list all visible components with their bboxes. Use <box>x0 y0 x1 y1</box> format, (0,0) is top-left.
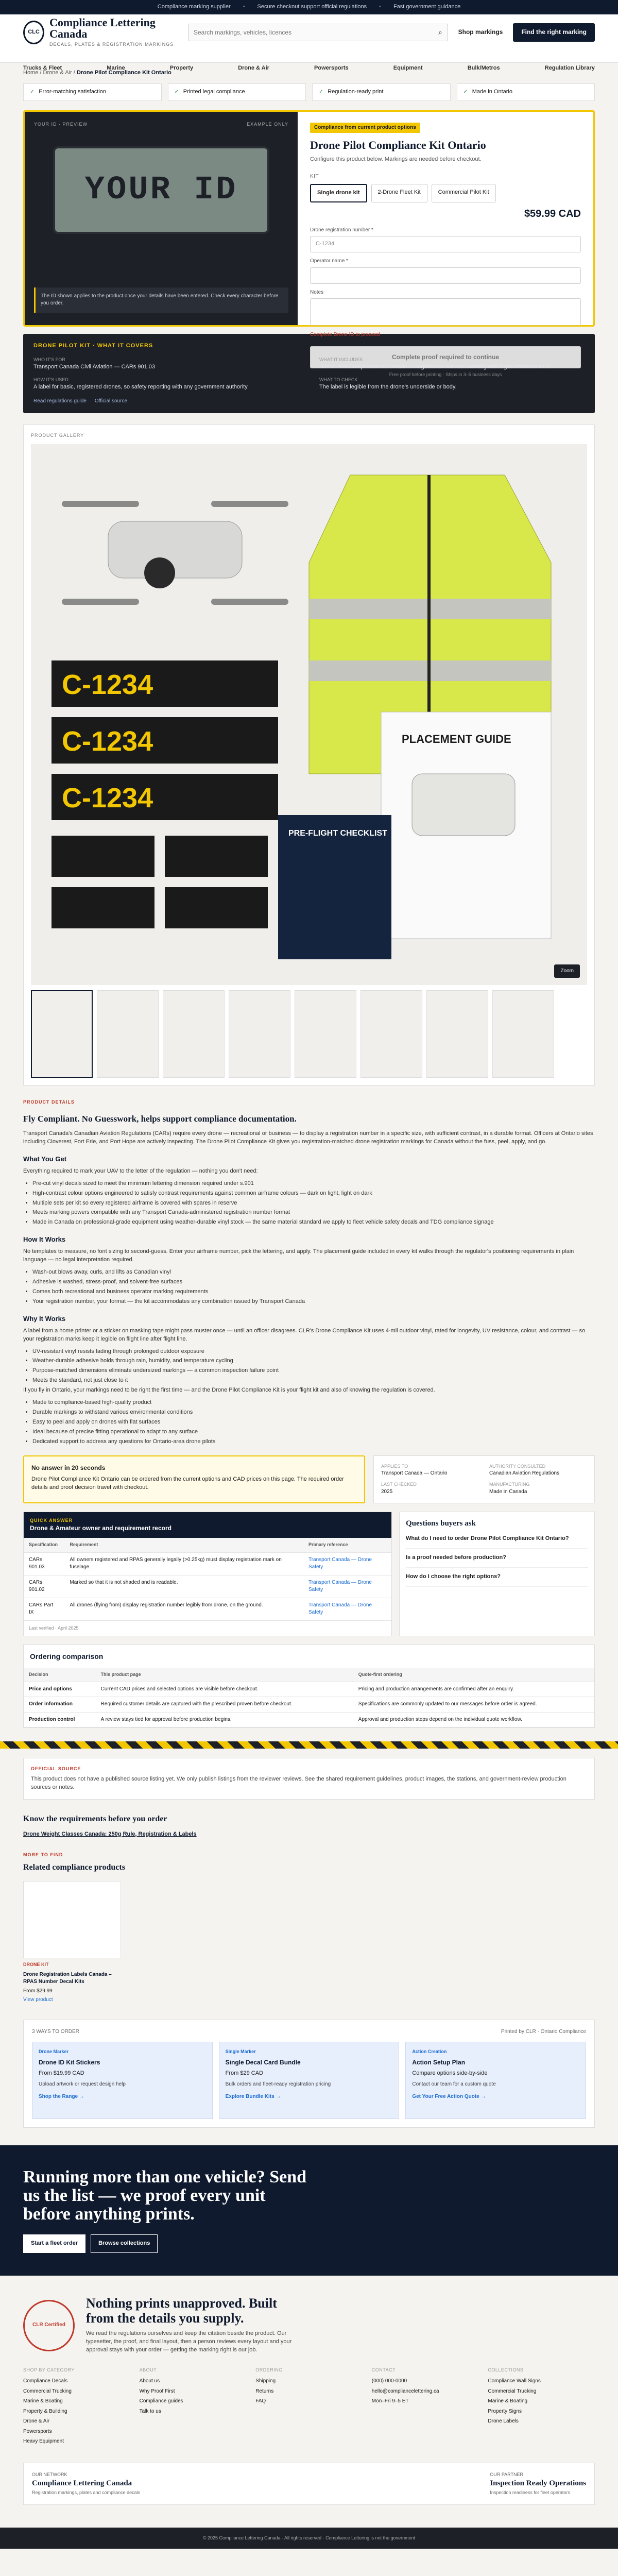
footer-link[interactable]: Compliance guides <box>139 2398 183 2404</box>
breadcrumb: Home / Drone & Air / Drone Pilot Compliance Kit Ontario <box>23 70 171 76</box>
column-header: Specification <box>24 1538 64 1552</box>
brand-name: Compliance Lettering Canada <box>49 15 156 40</box>
copyright-bar: © 2025 Compliance Lettering Canada · All rights reserved · Compliance Lettering is not the government <box>0 2528 618 2549</box>
requirement-item <box>33 377 299 392</box>
related-title: Related compliance products <box>23 1863 125 1872</box>
footer-link[interactable]: Commercial Trucking <box>488 2388 537 2394</box>
table-cell: Specifications are commonly updated to our messages before order is agreed. <box>353 1697 594 1713</box>
product-description <box>23 1099 595 1446</box>
footer-link[interactable]: About us <box>139 2378 160 2384</box>
main-product-image[interactable] <box>31 444 587 985</box>
subheading: How It Works <box>23 1235 66 1244</box>
product-price: From $29.99 <box>23 1988 53 1994</box>
fact-value: 2025 <box>381 1488 393 1495</box>
spec-title: Drone & Amateur owner and requirement record <box>30 1524 171 1532</box>
trust-item <box>457 83 595 101</box>
trust-strip <box>23 83 595 101</box>
subheading: Why It Works <box>23 1314 66 1323</box>
brand-logo[interactable] <box>23 17 178 48</box>
footer-heading: Nothing prints unapproved. Built from the details you supply. <box>86 2296 277 2326</box>
kit-options <box>310 184 581 202</box>
feature-list <box>32 1348 595 1385</box>
card-link[interactable]: Shop the Range → <box>39 2094 84 2100</box>
quick-answer-text: Drone Pilot Compliance Kit Ontario can be ordered from the current options and CAD prices on this page. The required order details and proof decision travel with checkout. <box>31 1476 344 1491</box>
card-desc: Bulk orders and fleet-ready registration pricing <box>225 2081 331 2087</box>
list-item: • Multiple sets per kit so every registered airframe is covered with spares in reserve <box>32 1199 595 1208</box>
thumbnail[interactable] <box>229 990 290 1078</box>
topbar-item: Secure checkout support official regulations <box>257 4 367 10</box>
footer-text: We read the regulations ourselves and keep the citation beside the product. Our typesetter, the proof, and final layout, then a person reviews every layout and your approval stays with your order — getting the marking right is our job. <box>86 2330 292 2353</box>
trust-item <box>23 83 162 101</box>
compliance-badge: Compliance from current product options <box>310 123 420 133</box>
table-cell: All owners registered and RPAS generally legally (>0.25kg) must display registration mark on fuselage. <box>64 1552 303 1575</box>
nav-item[interactable]: Equipment <box>393 65 423 72</box>
requirement-item <box>33 357 299 371</box>
lower-content <box>23 1758 595 2128</box>
check-icon: ✓ <box>174 88 179 95</box>
list-item: • Wash-out blows away, curls, and lifts as Canadian vinyl <box>32 1268 595 1277</box>
product-card[interactable] <box>23 1881 121 2004</box>
partner-tag: OUR NETWORK <box>32 2471 67 2477</box>
table-row <box>24 1712 594 1727</box>
operator-name-field[interactable] <box>310 267 581 284</box>
logo-mark-icon: CLC <box>23 21 44 44</box>
spec-footer: Last verified · April 2025 <box>29 1625 79 1631</box>
feature-list <box>32 1268 595 1306</box>
reference-link[interactable]: Transport Canada — Drone Safety <box>303 1598 391 1620</box>
list-item: • Durable markings to withstand various environmental conditions <box>32 1409 595 1417</box>
placement-guide-card <box>381 712 551 939</box>
preview-note: The ID shown applies to the product once your details have been entered. Check every character before you order. <box>34 287 288 313</box>
nav-item[interactable]: Bulk/Metros <box>467 65 500 72</box>
faq-question[interactable]: How do I choose the right options? <box>406 1568 588 1587</box>
registration-decals <box>52 660 278 928</box>
svg-text:PLACEMENT GUIDE: PLACEMENT GUIDE <box>402 733 511 746</box>
footer-link[interactable]: Marine & Boating <box>488 2398 528 2404</box>
option-label: KIT <box>310 174 319 180</box>
product-subtitle: Configure this product below. Markings are needed before checkout. <box>310 156 482 163</box>
requirement-key: HOW IT'S USED <box>33 377 68 382</box>
requirement-item <box>319 377 585 392</box>
ordering-comparison <box>23 1645 595 1728</box>
table-cell: All drones (flying from) display registration number legibly from drone, on the ground. <box>64 1598 303 1620</box>
footer-column <box>255 2367 363 2448</box>
related-products <box>23 1852 595 2004</box>
footer-column <box>140 2367 247 2448</box>
fact-key: MANUFACTURING <box>489 1482 530 1487</box>
footer-column-heading: COLLECTIONS <box>488 2367 524 2373</box>
order-path-card[interactable] <box>405 2042 586 2119</box>
column-header: Primary reference <box>303 1538 391 1552</box>
footer-column-heading: SHOP BY CATEGORY <box>23 2367 75 2373</box>
footer-column-heading: ORDERING <box>255 2367 283 2373</box>
fleet-cta-banner <box>0 2145 618 2276</box>
order-path-card[interactable] <box>219 2042 400 2119</box>
card-title: Single Decal Card Bundle <box>225 2059 301 2066</box>
list-item: • Made to compliance-based high-quality product <box>32 1399 595 1407</box>
spec-table <box>23 1512 392 1636</box>
faq-question[interactable]: Is a proof needed before production? <box>406 1549 588 1568</box>
feature-list <box>32 1399 595 1446</box>
fact-item <box>381 1481 479 1496</box>
site-footer <box>23 2276 595 2515</box>
list-item: • Ideal because of precise fitting operational to adapt to any surface <box>32 1428 595 1436</box>
regulations-guide-link[interactable]: Read regulations guide <box>33 398 87 404</box>
requirement-value: Transport Canada Civil Aviation — CARs 901.03 <box>33 363 156 370</box>
footer-column <box>488 2367 595 2448</box>
check-icon: ✓ <box>30 88 35 95</box>
fact-item <box>489 1481 587 1496</box>
search-icon[interactable]: ⌕ <box>438 28 442 36</box>
requirement-key: WHO IT'S FOR <box>33 357 65 362</box>
list-item: • Dedicated support to address any questions for Ontario-area drone pilots <box>32 1438 595 1446</box>
card-link[interactable]: Explore Bundle Kits → <box>225 2094 281 2100</box>
list-item: • Weather-durable adhesive holds through rain, humidity, and temperature cycling <box>32 1357 595 1365</box>
check-icon: ✓ <box>463 88 468 95</box>
trust-label: Printed legal compliance <box>183 88 245 95</box>
thumbnail[interactable] <box>360 990 422 1078</box>
description-heading: Fly Compliant. No Guesswork, helps support compliance documentation. <box>23 1114 297 1124</box>
column-header: Requirement <box>64 1538 303 1552</box>
footer-link[interactable]: Powersports <box>23 2428 52 2434</box>
search-input[interactable] <box>194 29 438 36</box>
card-price: Compare options side-by-side <box>412 2070 488 2076</box>
fact-value: Canadian Aviation Regulations <box>489 1470 560 1476</box>
faq-panel <box>399 1512 595 1636</box>
footer-link[interactable]: Property Signs <box>488 2408 522 2414</box>
thumbnail[interactable] <box>31 990 93 1078</box>
card-kicker: Single Marker <box>225 2049 256 2055</box>
know-requirements <box>23 1813 595 1838</box>
nav-item[interactable]: Drone & Air <box>238 65 269 72</box>
quick-answer-title: No answer in 20 seconds <box>31 1464 106 1471</box>
shop-markings-link[interactable]: Shop markings <box>458 28 503 36</box>
table-cell: Marked so that it is not shaded and is readable. <box>64 1575 303 1598</box>
notice-text: This product does not have a published source listing yet. We only publish listings from the reviewer reviews. See the shared requirement guidelines, product images, the stations, and government-review production sources or notes. <box>31 1776 566 1791</box>
trust-item <box>312 83 451 101</box>
topbar-item: Compliance marking supplier <box>157 4 231 10</box>
site-header <box>0 14 618 72</box>
top-bar: Compliance marking supplier • Secure checkout support official regulations • Fast government guidance <box>0 0 618 14</box>
table-cell: A review stays tied for approval before production begins. <box>96 1712 353 1727</box>
table-row <box>24 1575 391 1598</box>
view-product-link[interactable]: View product <box>23 1997 53 2003</box>
list-item: • Pre-cut vinyl decals sized to meet the minimum lettering dimension required under s.901 <box>32 1180 595 1188</box>
list-item: • Easy to peel and apply on drones with flat surfaces <box>32 1418 595 1427</box>
footer-link[interactable]: Property & Building <box>23 2408 67 2414</box>
search-bar <box>188 24 448 41</box>
table-cell: Production control <box>24 1712 96 1727</box>
breadcrumb-category[interactable]: Drone & Air <box>43 70 72 76</box>
card-desc: Contact our team for a custom quote <box>412 2081 496 2087</box>
list-item: • Comes both recreational and business operator marking requirements <box>32 1288 595 1296</box>
facts-box <box>373 1455 595 1503</box>
thumbnail[interactable] <box>163 990 225 1078</box>
thumbnail[interactable] <box>492 990 554 1078</box>
preflight-checklist-card <box>278 815 391 959</box>
reference-link[interactable]: Transport Canada — Drone Safety <box>303 1552 391 1575</box>
footer-column-heading: CONTACT <box>371 2367 396 2373</box>
nav-item[interactable]: Trucks & Fleet <box>23 65 62 72</box>
section-tag: 3 WAYS TO ORDER <box>32 2028 79 2035</box>
footer-link[interactable]: Why Proof First <box>139 2388 175 2394</box>
requirement-key: WHAT TO CHECK <box>319 377 358 382</box>
product-gallery <box>23 425 595 1086</box>
card-desc: Upload artwork or request design help <box>39 2081 126 2087</box>
footer-link[interactable]: Compliance Decals <box>23 2378 68 2384</box>
check-icon: ✓ <box>319 88 324 95</box>
drone-kit-photo <box>31 444 587 985</box>
footer-link[interactable]: Talk to us <box>139 2408 161 2414</box>
card-price: From $19.99 CAD <box>39 2070 84 2076</box>
field-label: Drone registration number * <box>310 227 373 233</box>
column-header: This product page <box>96 1668 353 1682</box>
fact-key: LAST CHECKED <box>381 1482 417 1487</box>
fleet-heading: Running more than one vehicle? Send us the list — we proof every unit before anything prints. <box>23 2167 307 2224</box>
field-label: Operator name * <box>310 258 348 264</box>
fact-item <box>489 1463 587 1478</box>
footer-link[interactable]: Drone Labels <box>488 2418 519 2425</box>
topbar-item: Fast government guidance <box>393 4 461 10</box>
breadcrumb-home[interactable]: Home <box>23 70 39 76</box>
nav-item[interactable]: Powersports <box>314 65 349 72</box>
footer-link[interactable]: (000) 000-0000 <box>371 2378 407 2384</box>
quick-answer-section <box>23 1455 595 1503</box>
footer-column <box>23 2367 130 2448</box>
table-cell: Price and options <box>24 1682 96 1697</box>
quick-answer-box <box>23 1455 365 1503</box>
trust-label: Error-matching satisfaction <box>39 88 107 95</box>
order-paths-note: Printed by CLR · Ontario Compliance <box>501 2028 586 2035</box>
list-item: • Your registration number, your format — the kit accommodates any combination issued by Transport Canada <box>32 1298 595 1306</box>
requirement-value: Drone Pilot Compliance Kit Ontario — registration number marking with flight reference card. <box>319 363 552 370</box>
kit-option-single[interactable]: Single drone kit <box>310 184 367 202</box>
thumbnail-strip <box>31 990 587 1078</box>
footer-text-item: Mon–Fri 9–5 ET <box>371 2398 409 2404</box>
thumbnail[interactable] <box>426 990 488 1078</box>
footer-column-heading: ABOUT <box>139 2367 157 2373</box>
table-row <box>24 1697 594 1713</box>
trust-label: Regulation-ready print <box>328 88 384 95</box>
trust-item <box>168 83 306 101</box>
fact-value: Transport Canada — Ontario <box>381 1470 448 1476</box>
svg-text:C-1234: C-1234 <box>62 783 153 814</box>
requirement-value: A label for basic, registered drones, so safety reporting with any government authority. <box>33 383 249 390</box>
comparison-title: Ordering comparison <box>30 1652 104 1660</box>
description-paragraph: Everything required to mark your UAV to the letter of the regulation — nothing you don't need: <box>23 1167 258 1174</box>
cta-note: Free proof before printing · Ships in 3–5 business days <box>389 372 502 378</box>
footer-link[interactable]: Shipping <box>255 2378 276 2384</box>
table-cell: Approval and production steps depend on the individual quote workflow. <box>353 1712 594 1727</box>
product-price: $59.99 CAD <box>524 208 581 219</box>
table-cell: CARs 901.03 <box>24 1552 64 1575</box>
table-cell: CARs Part IX <box>24 1598 64 1620</box>
id-preview-panel <box>25 112 298 325</box>
svg-text:C-1234: C-1234 <box>62 726 153 757</box>
nav-item[interactable]: Property <box>169 65 194 72</box>
network-brand[interactable] <box>32 2471 140 2496</box>
id-plate-preview: YOUR ID <box>53 146 269 234</box>
continue-button[interactable]: Complete proof required to continue <box>310 346 581 368</box>
registration-number-field[interactable]: C-1234 <box>310 236 581 252</box>
official-source-link[interactable]: Official source <box>94 398 128 404</box>
card-link[interactable]: Get Your Free Action Quote → <box>412 2094 486 2100</box>
subheading: What You Get <box>23 1155 67 1163</box>
product-title: Drone Registration Labels Canada – RPAS Number Decal Kits <box>23 1971 112 1985</box>
footer-column <box>372 2367 479 2448</box>
column-header: Quote-first ordering <box>353 1668 594 1682</box>
table-row <box>24 1552 391 1575</box>
partner-brand[interactable] <box>490 2471 586 2496</box>
field-label: Notes <box>310 289 324 295</box>
section-tag: PRODUCT DETAILS <box>23 1099 75 1105</box>
order-paths <box>23 2020 595 2128</box>
list-item: • Adhesive is washed, stress-proof, and solvent-free surfaces <box>32 1278 595 1286</box>
product-title: Drone Pilot Compliance Kit Ontario <box>310 139 486 152</box>
requirement-key: WHAT IT INCLUDES <box>319 357 363 362</box>
footer-link[interactable]: Heavy Equipment <box>23 2438 64 2445</box>
fact-key: AUTHORITY CONSULTED <box>489 1463 546 1469</box>
feature-list <box>32 1180 595 1227</box>
list-item: • Made in Canada on professional-grade equipment using weather-durable vinyl stock — the same material standard we apply to fleet vehicle safety decals and TDG compliance signage <box>32 1218 595 1227</box>
card-price: From $29 CAD <box>225 2070 264 2076</box>
footer-link[interactable]: Compliance Wall Signs <box>488 2378 541 2384</box>
table-cell: Pricing and production arrangements are confirmed after an enquiry. <box>353 1682 594 1697</box>
partner-subtitle: Registration markings, plates and compliance decals <box>32 2489 141 2495</box>
requirement-item <box>319 357 585 371</box>
list-item: • Purpose-matched dimensions eliminate undersized markings — a common inspection failure point <box>32 1367 595 1375</box>
description-paragraph: No templates to measure, no font sizing to second-guess. Enter your airframe number, pick the lettering, and apply. The placement guide included in every kit walks through the regulator's positioning requirements in plain language — no legal interpretation required. <box>23 1248 574 1263</box>
preview-example-tag: EXAMPLE ONLY <box>247 121 288 127</box>
list-item: • UV-resistant vinyl resists fading through prolonged outdoor exposure <box>32 1348 595 1356</box>
fact-value: Made in Canada <box>489 1488 527 1495</box>
list-item: • Meets the standard, not just close to it <box>32 1377 595 1385</box>
list-item: • Meets marking powers compatible with any Transport Canada-administered registration number format <box>32 1209 595 1217</box>
product-image <box>23 1881 121 1958</box>
hazard-stripe-divider <box>0 1741 618 1749</box>
start-fleet-order-button[interactable]: Start a fleet order <box>23 2234 85 2253</box>
card-kicker: Drone Marker <box>39 2049 69 2055</box>
card-kicker: Action Creation <box>412 2049 447 2055</box>
notes-field[interactable] <box>310 298 581 326</box>
partner-name: Compliance Lettering Canada <box>32 2479 132 2487</box>
order-path-card[interactable] <box>32 2042 213 2119</box>
faq-question[interactable]: What do I need to order Drone Pilot Compliance Kit Ontario? <box>406 1530 588 1549</box>
footer-columns <box>23 2367 595 2448</box>
fact-item <box>381 1463 479 1478</box>
footer-link[interactable]: hello@compliancelettering.ca <box>371 2388 439 2394</box>
partner-name: Inspection Ready Operations <box>490 2479 586 2487</box>
description-paragraph: A label from a home printer or a sticker on masking tape might pass muster once — until an officer disagrees. CLR's Drone Compliance Kit uses 4-mil outdoor vinyl, rated for longevity, UV resistance, colour, and contrast — so your registration marks keep it legible on flight line after flight line. <box>23 1327 586 1342</box>
main-content <box>23 63 595 1728</box>
official-source-notice <box>23 1758 595 1800</box>
certified-seal-icon: CLR Certified <box>23 2300 75 2351</box>
partner-tag: OUR PARTNER <box>490 2471 523 2477</box>
nav-item[interactable]: Regulation Library <box>544 65 595 72</box>
kit-option-commercial[interactable]: Commercial Pilot Kit <box>432 184 496 202</box>
section-tag: MORE TO FIND <box>23 1852 63 1858</box>
spec-and-faq <box>23 1512 595 1636</box>
list-item: • High-contrast colour options engineered to satisfy contrast requirements against common airframe colours — dark on light, light on dark <box>32 1190 595 1198</box>
table-cell: Current CAD prices and selected options are visible before checkout. <box>96 1682 353 1697</box>
fact-key: APPLIES TO <box>381 1463 408 1469</box>
column-header: Decision <box>24 1668 96 1682</box>
faq-title: Questions buyers ask <box>406 1519 476 1528</box>
gallery-tag: PRODUCT GALLERY <box>31 433 84 438</box>
requirement-value: The label is legible from the drone's underside or body. <box>319 383 457 390</box>
footer-link[interactable]: Drone & Air <box>23 2418 50 2425</box>
validation-warning: Complete Drone ID to proceed <box>310 332 380 338</box>
footer-link[interactable]: Returns <box>255 2388 274 2394</box>
footer-link[interactable]: Marine & Boating <box>23 2398 63 2404</box>
kit-option-fleet[interactable]: 2-Drone Fleet Kit <box>371 184 427 202</box>
table-row <box>24 1682 594 1697</box>
svg-text:C-1234: C-1234 <box>62 669 153 701</box>
requirements-heading: DRONE PILOT KIT · WHAT IT COVERS <box>33 342 153 349</box>
guide-link[interactable]: Drone Weight Classes Canada: 250g Rule, Registration & Labels <box>23 1831 197 1837</box>
breadcrumb-current: Drone Pilot Compliance Kit Ontario <box>76 70 171 76</box>
find-marking-button[interactable]: Find the right marking <box>513 23 595 41</box>
browse-collections-button[interactable]: Browse collections <box>91 2234 158 2253</box>
trust-label: Made in Ontario <box>472 88 512 95</box>
card-title: Drone ID Kit Stickers <box>39 2059 100 2066</box>
table-cell: Order information <box>24 1697 96 1713</box>
product-badge: DRONE KIT <box>23 1961 49 1967</box>
section-tag: OFFICIAL SOURCE <box>31 1766 81 1772</box>
table-cell: CARs 901.02 <box>24 1575 64 1598</box>
description-paragraph: If you fly in Ontario, your markings need to be right the first time — and the Drone Pilot Compliance Kit is your flight kit and also of knowing the regulation is covered. <box>23 1387 435 1394</box>
footer-link[interactable]: Commercial Trucking <box>23 2388 72 2394</box>
preview-tag: YOUR ID · PREVIEW <box>34 121 88 127</box>
partner-strip <box>23 2463 595 2505</box>
footer-link[interactable]: FAQ <box>255 2398 266 2404</box>
know-title: Know the requirements before you order <box>23 1815 167 1824</box>
thumbnail[interactable] <box>97 990 159 1078</box>
spec-kicker: QUICK ANSWER <box>30 1518 73 1523</box>
reference-link[interactable]: Transport Canada — Drone Safety <box>303 1575 391 1598</box>
svg-text:PRE-FLIGHT CHECKLIST: PRE-FLIGHT CHECKLIST <box>288 829 387 838</box>
card-title: Action Setup Plan <box>412 2059 466 2066</box>
nav-item[interactable]: Marine <box>107 65 125 72</box>
zoom-button[interactable]: Zoom <box>554 964 580 978</box>
table-row <box>24 1598 391 1620</box>
brand-tagline: DECALS, PLATES & REGISTRATION MARKINGS <box>49 41 174 47</box>
thumbnail[interactable] <box>295 990 356 1078</box>
table-cell: Required customer details are captured with the prescribed proven before checkout. <box>96 1697 353 1713</box>
partner-subtitle: Inspection readiness for fleet operators <box>490 2489 570 2495</box>
description-paragraph: Transport Canada's Canadian Aviation Regulations (CARs) require every drone — recreational or business — to display a registration number in a specific size, with sufficient contrast, in a durable format. Officers at Ontario sites including Cloverest, Fort Erie, and Port Hope are actively inspecting. The Drone Pilot Compliance Kit gives you registration-matched drone registration markings for Canada without the fuss, peel, apply, and go. <box>23 1130 593 1145</box>
